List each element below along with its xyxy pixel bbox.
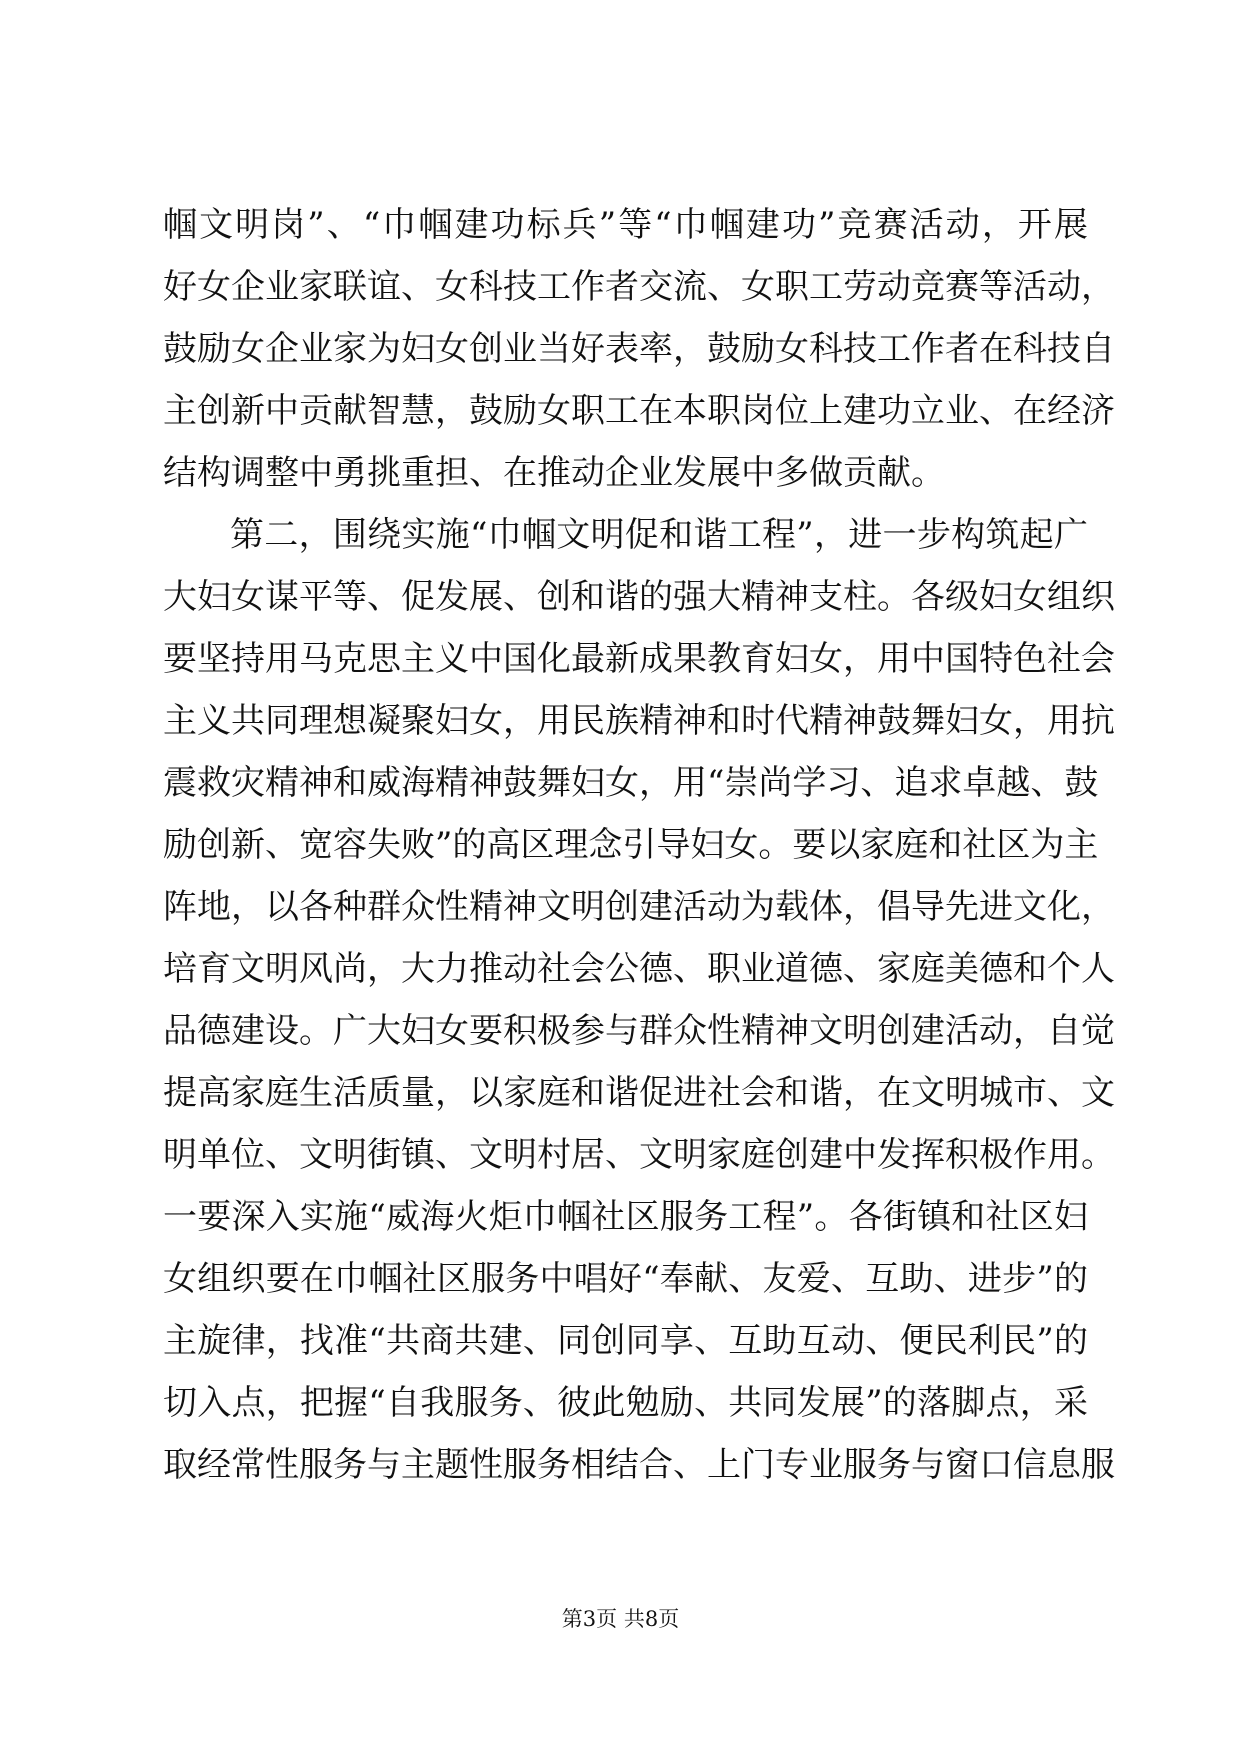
body-text-line: 女组织要在巾帼社区服务中唱好“奉献、友爱、互助、进步”的 (163, 1259, 1088, 1299)
body-text-line: 鼓励女企业家为妇女创业当好表率，鼓励女科技工作者在科技自 (163, 329, 1115, 369)
body-text-line: 主创新中贡献智慧，鼓励女职工在本职岗位上建功立业、在经济 (163, 391, 1115, 431)
body-text-line: 结构调整中勇挑重担、在推动企业发展中多做贡献。 (163, 453, 945, 493)
body-text-line: 提高家庭生活质量，以家庭和谐促进社会和谐，在文明城市、文 (163, 1073, 1115, 1113)
body-text-line: 一要深入实施“威海火炬巾帼社区服务工程”。各街镇和社区妇 (163, 1197, 1088, 1237)
body-text-line: 取经常性服务与主题性服务相结合、上门专业服务与窗口信息服 (163, 1445, 1115, 1485)
body-text-line: 培育文明风尚，大力推动社会公德、职业道德、家庭美德和个人 (163, 949, 1115, 989)
body-text-line: 品德建设。广大妇女要积极参与群众性精神文明创建活动，自觉 (163, 1011, 1115, 1051)
body-text-line: 好女企业家联谊、女科技工作者交流、女职工劳动竞赛等活动， (163, 267, 1115, 307)
body-text-line: 要坚持用马克思主义中国化最新成果教育妇女，用中国特色社会 (163, 639, 1115, 679)
paragraph-first-line: 第二，围绕实施“巾帼文明促和谐工程”，进一步构筑起广 (230, 515, 1088, 555)
body-text-line: 阵地，以各种群众性精神文明创建活动为载体，倡导先进文化， (163, 887, 1115, 927)
body-text-line: 励创新、宽容失败”的高区理念引导妇女。要以家庭和社区为主 (163, 825, 1099, 865)
body-text-line: 主旋律，找准“共商共建、同创同享、互助互动、便民利民”的 (163, 1321, 1088, 1361)
page-footer: 第3页 共8页 (561, 1607, 680, 1631)
body-text-line: 切入点，把握“自我服务、彼此勉励、共同发展”的落脚点，采 (163, 1383, 1088, 1423)
body-text-line: 帼文明岗”、“巾帼建功标兵”等“巾帼建功”竞赛活动，开展 (163, 205, 1088, 245)
body-text-line: 明单位、文明街镇、文明村居、文明家庭创建中发挥积极作用。 (163, 1135, 1115, 1175)
body-text-line: 震救灾精神和威海精神鼓舞妇女，用“崇尚学习、追求卓越、鼓 (163, 763, 1099, 803)
body-text-line: 主义共同理想凝聚妇女，用民族精神和时代精神鼓舞妇女，用抗 (163, 701, 1115, 741)
body-text-line: 大妇女谋平等、促发展、创和谐的强大精神支柱。各级妇女组织 (163, 577, 1115, 617)
